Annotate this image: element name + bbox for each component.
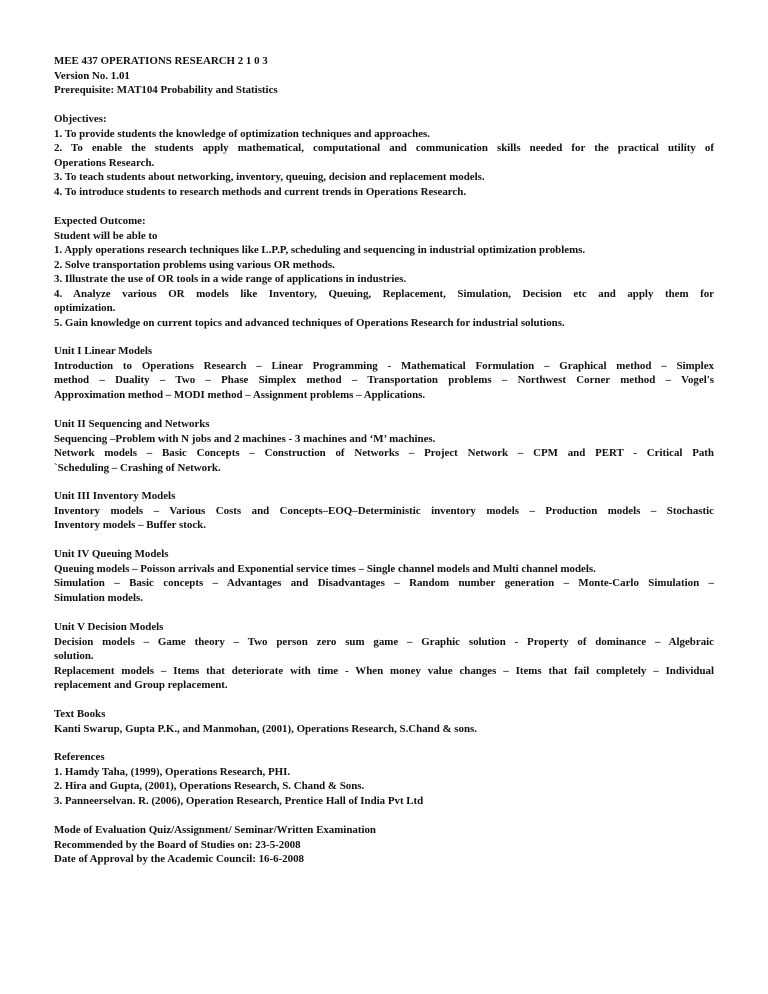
objectives-heading: Objectives:	[54, 113, 107, 125]
unit-2-line: Network models – Basic Concepts – Construction of Networks – Project Network – CPM and PERT - Critical Path	[54, 447, 714, 459]
unit-1-heading: Unit I Linear Models	[54, 345, 153, 357]
unit-2-section	[54, 417, 714, 475]
objective-item: 1. To provide students the knowledge of optimization techniques and approaches.	[54, 127, 430, 140]
outcome-item: 1. Apply operations research techniques like L.P.P, scheduling and sequencing in industrial optimization problems.	[54, 244, 586, 256]
recommended-date: Recommended by the Board of Studies on: 23-5-2008	[54, 838, 301, 851]
unit-5-line: Decision models – Game theory – Two person zero sum game – Graphic solution - Property of dominance – Algebraic	[54, 635, 714, 648]
objective-item: 2. To enable the students apply mathematical, computational and communication skills needed for the practical utility of	[54, 142, 714, 154]
course-header	[54, 54, 714, 98]
unit-1-line: Approximation method – MODI method – Assignment problems – Applications.	[54, 388, 426, 401]
unit-1-line: Introduction to Operations Research – Linear Programming - Mathematical Formulation – Graphical method – Simplex	[54, 359, 714, 372]
references-heading: References	[54, 751, 105, 763]
textbooks-heading: Text Books	[54, 708, 106, 720]
unit-3-heading: Unit III Inventory Models	[54, 490, 176, 502]
textbooks-section	[54, 707, 714, 736]
outcome-item: 4. Analyze various OR models like Inventory, Queuing, Replacement, Simulation, Decision etc and apply them for	[54, 287, 714, 300]
unit-4-section	[54, 547, 714, 605]
unit-4-heading: Unit IV Queuing Models	[54, 548, 169, 560]
unit-5-line: solution.	[54, 650, 94, 662]
objective-item: Operations Research.	[54, 156, 155, 169]
outcome-intro: Student will be able to	[54, 229, 158, 242]
unit-2-line: Sequencing –Problem with N jobs and 2 machines - 3 machines and ‘M’ machines.	[54, 432, 436, 445]
evaluation-footer	[54, 823, 714, 867]
version-number: Version No. 1.01	[54, 69, 130, 82]
reference-item: 1. Hamdy Taha, (1999), Operations Research, PHI.	[54, 765, 291, 778]
approval-date: Date of Approval by the Academic Council: 16-6-2008	[54, 853, 304, 865]
reference-item: 2. Hira and Gupta, (2001), Operations Research, S. Chand & Sons.	[54, 780, 365, 792]
unit-2-line: `Scheduling – Crashing of Network.	[54, 461, 221, 474]
unit-4-line: Queuing models – Poisson arrivals and Exponential service times – Single channel models and Multi channel models.	[54, 562, 596, 575]
outcome-item: optimization.	[54, 302, 116, 314]
textbook-item: Kanti Swarup, Gupta P.K., and Manmohan, (2001), Operations Research, S.Chand & sons.	[54, 722, 477, 735]
unit-5-line: Replacement models – Items that deteriorate with time - When money value changes – Items that fail completely – Individual	[54, 664, 714, 677]
evaluation-mode: Mode of Evaluation Quiz/Assignment/ Seminar/Written Examination	[54, 824, 376, 836]
objectives-section	[54, 112, 714, 199]
unit-1-line: method – Duality – Two – Phase Simplex method – Transportation problems – Northwest Corner method – Vogel's	[54, 374, 714, 386]
reference-item: 3. Panneerselvan. R. (2006), Operation Research, Prentice Hall of India Pvt Ltd	[54, 794, 424, 807]
outcome-item: 2. Solve transportation problems using various OR methods.	[54, 258, 335, 271]
unit-3-section	[54, 489, 714, 533]
unit-3-line: Inventory models – Various Costs and Concepts–EOQ–Deterministic inventory models – Production models – Stochastic	[54, 504, 714, 517]
unit-1-section	[54, 344, 714, 402]
outcome-item: 3. Illustrate the use of OR tools in a wide range of applications in industries.	[54, 273, 407, 285]
outcome-heading: Expected Outcome:	[54, 215, 146, 227]
unit-5-line: replacement and Group replacement.	[54, 679, 228, 691]
references-section	[54, 750, 714, 808]
objective-item: 3. To teach students about networking, inventory, queuing, decision and replacement models.	[54, 171, 485, 183]
unit-3-line: Inventory models – Buffer stock.	[54, 519, 206, 531]
outcome-section	[54, 214, 714, 330]
unit-5-section	[54, 620, 714, 693]
objective-item: 4. To introduce students to research methods and current trends in Operations Research.	[54, 185, 467, 198]
unit-5-heading: Unit V Decision Models	[54, 621, 164, 633]
unit-4-line: Simulation models.	[54, 591, 143, 604]
prerequisite: Prerequisite: MAT104 Probability and Statistics	[54, 84, 278, 96]
course-title: MEE 437 OPERATIONS RESEARCH 2 1 0 3	[54, 55, 268, 67]
outcome-item: 5. Gain knowledge on current topics and advanced techniques of Operations Research for industrial solutions.	[54, 316, 565, 329]
unit-4-line: Simulation – Basic concepts – Advantages and Disadvantages – Random number generation – Monte-Carlo Simulation –	[54, 577, 714, 589]
unit-2-heading: Unit II Sequencing and Networks	[54, 418, 210, 430]
